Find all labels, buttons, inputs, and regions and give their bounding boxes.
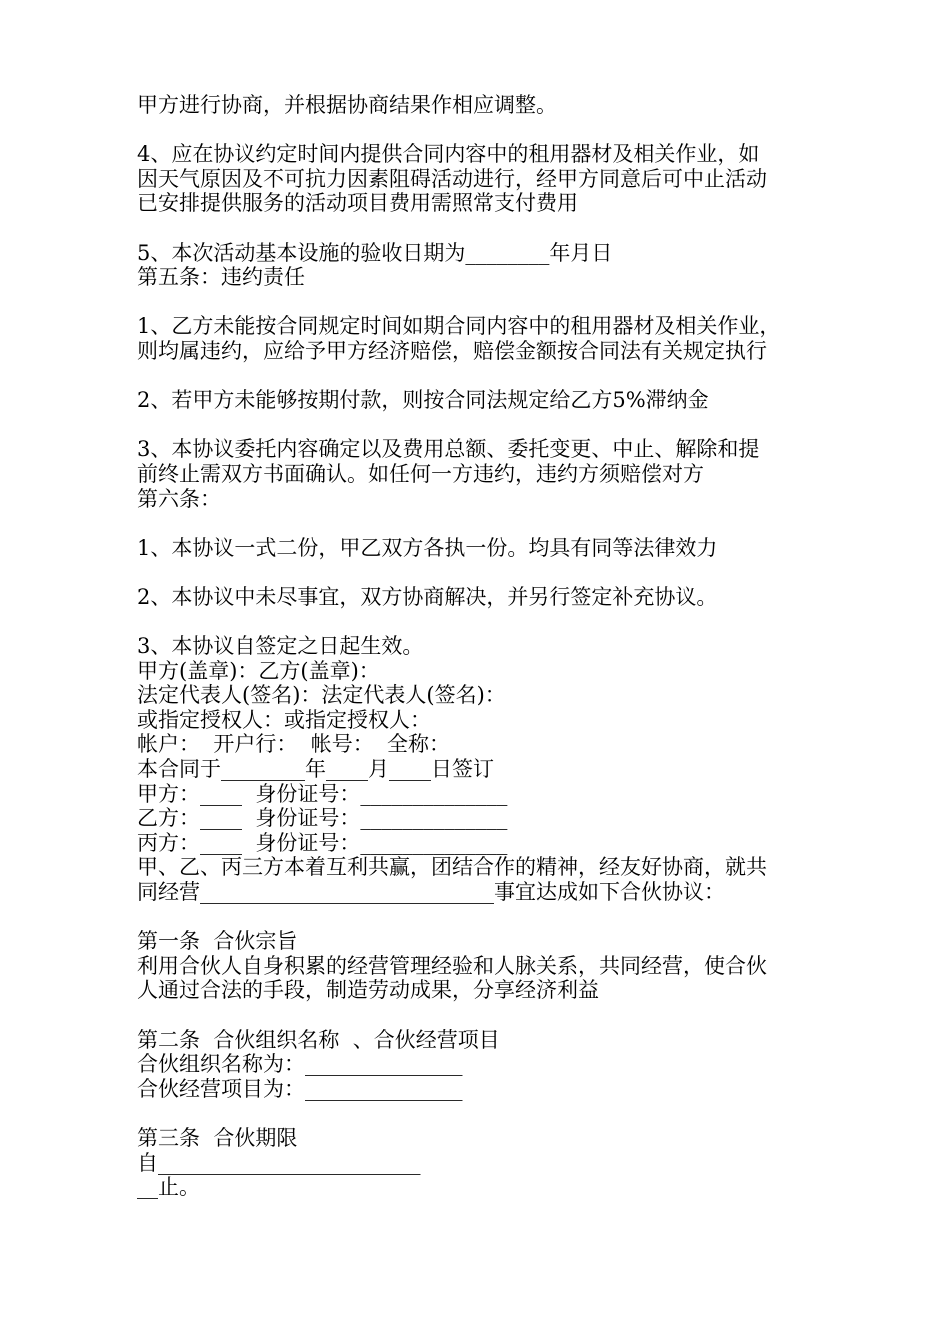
text-line: 人通过合法的手段，制造劳动成果，分享经济利益 [137, 978, 599, 1003]
text-line: 2、本协议中未尽事宜，双方协商解决，并另行签定补充协议。 [137, 584, 718, 609]
text-line: 3、本协议委托内容确定以及费用总额、委托变更、中止、解除和提 [137, 437, 760, 462]
blank-line [137, 609, 827, 634]
text-line: __止。 [137, 1175, 200, 1200]
blank-line [137, 216, 827, 241]
blank-line [137, 560, 827, 585]
text-line: 2、若甲方未能够按期付款，则按合同法规定给乙方5%滞纳金 [137, 388, 709, 413]
party-line: 丙方：____ 身份证号：______________ [137, 830, 508, 855]
blank-line [137, 290, 827, 315]
blank-line [137, 364, 827, 389]
text-line: 甲、乙、丙三方本着互利共赢，团结合作的精神，经友好协商，就共 [137, 855, 767, 880]
signing-date-line: 本合同于________年____月____日签订 [137, 757, 494, 782]
party-line: 乙方：____ 身份证号：______________ [137, 806, 508, 831]
section-heading: 第二条 合伙组织名称 、合伙经营项目 [137, 1027, 500, 1052]
blank-line [137, 413, 827, 438]
blank-line [137, 1003, 827, 1028]
blank-line [137, 511, 827, 536]
text-line: 3、本协议自签定之日起生效。 [137, 634, 424, 659]
text-line: 因天气原因及不可抗力因素阻碍活动进行，经甲方同意后可中止活动 [137, 166, 767, 191]
section-heading: 第五条：违约责任 [137, 265, 305, 290]
document-body [137, 93, 827, 1200]
signature-line: 法定代表人(签名)：法定代表人(签名)： [137, 683, 506, 708]
text-line: 1、本协议一式二份，甲乙双方各执一份。均具有同等法律效力 [137, 535, 718, 560]
text-line: 1、乙方未能按合同规定时间如期合同内容中的租用器材及相关作业， [137, 314, 781, 339]
text-line: 已安排提供服务的活动项目费用需照常支付费用 [137, 191, 578, 216]
text-line: 甲方进行协商，并根据协商结果作相应调整。 [137, 93, 557, 117]
blank-line [137, 905, 827, 930]
text-line: 利用合伙人自身积累的经营管理经验和人脉关系，共同经营，使合伙 [137, 953, 767, 978]
text-line: 5、本次活动基本设施的验收日期为________年月日 [137, 240, 613, 265]
text-line: 合伙经营项目为：_______________ [137, 1076, 463, 1101]
text-line: 同经营____________________________事宜达成如下合伙协议： [137, 880, 725, 904]
signature-line: 甲方(盖章)：乙方(盖章)： [137, 658, 380, 683]
text-line: 则均属违约，应给予甲方经济赔偿，赔偿金额按合同法有关规定执行 [137, 338, 767, 363]
text-line: 前终止需双方书面确认。如任何一方违约，违约方须赔偿对方 [137, 461, 704, 486]
blank-line [137, 1101, 827, 1126]
party-line: 甲方：____ 身份证号：______________ [137, 781, 508, 806]
account-line: 帐户： 开户行： 帐号： 全称： [137, 732, 451, 757]
blank-line [137, 118, 827, 143]
text-line: 合伙组织名称为：_______________ [137, 1052, 463, 1077]
signature-line: 或指定授权人：或指定授权人： [137, 707, 431, 732]
section-heading: 第三条 合伙期限 [137, 1125, 298, 1150]
section-heading: 第一条 合伙宗旨 [137, 929, 298, 954]
text-line: 自_________________________ [137, 1150, 421, 1175]
section-heading: 第六条： [137, 486, 221, 511]
text-line: 4、应在协议约定时间内提供合同内容中的租用器材及相关作业，如 [137, 142, 760, 167]
